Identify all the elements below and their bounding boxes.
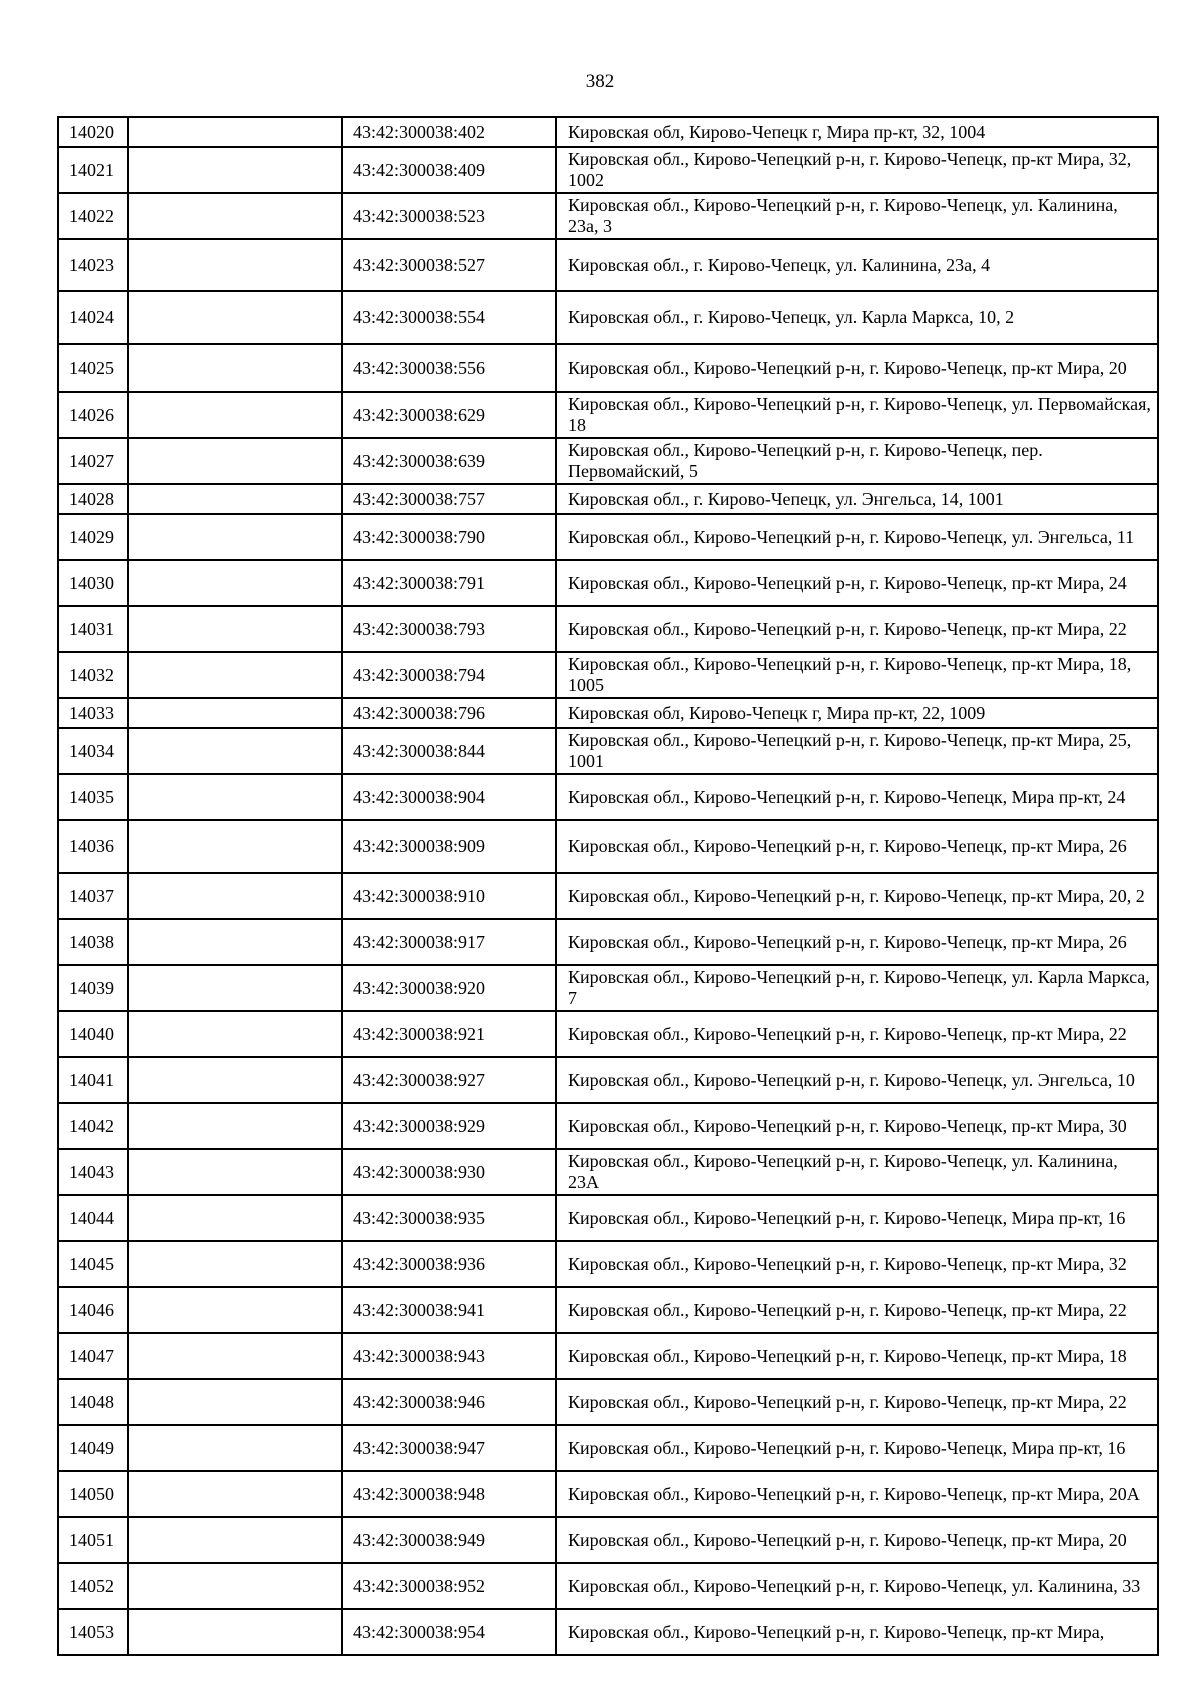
empty-cell — [128, 193, 342, 239]
address-cell: Кировская обл., Кирово-Чепецкий р-н, г. Кирово-Чепецк, Мира пр-кт, 16 — [556, 1195, 1158, 1241]
cadastral-number-cell: 43:42:300038:929 — [342, 1103, 556, 1149]
address-cell: Кировская обл., Кирово-Чепецкий р-н, г. Кирово-Чепецк, ул. Калинина, 23А — [556, 1149, 1158, 1195]
cadastral-number-cell: 43:42:300038:409 — [342, 147, 556, 193]
empty-cell — [128, 1517, 342, 1563]
address-cell: Кировская обл., Кирово-Чепецкий р-н, г. Кирово-Чепецк, пр-кт Мира, 20 — [556, 344, 1158, 392]
row-number-cell: 14047 — [58, 1333, 128, 1379]
empty-cell — [128, 728, 342, 774]
address-cell: Кировская обл., Кирово-Чепецкий р-н, г. Кирово-Чепецк, пр-кт Мира, 22 — [556, 1011, 1158, 1057]
table-row — [58, 438, 1158, 484]
row-number-cell: 14039 — [58, 965, 128, 1011]
cadastral-number-cell: 43:42:300038:930 — [342, 1149, 556, 1195]
empty-cell — [128, 117, 342, 147]
address-cell: Кировская обл., Кирово-Чепецкий р-н, г. Кирово-Чепецк, пр-кт Мира, 25, 1001 — [556, 728, 1158, 774]
empty-cell — [128, 344, 342, 392]
row-number-cell: 14029 — [58, 514, 128, 560]
empty-cell — [128, 239, 342, 291]
table-row — [58, 1379, 1158, 1425]
empty-cell — [128, 698, 342, 728]
cadastral-number-cell: 43:42:300038:844 — [342, 728, 556, 774]
cadastral-number-cell: 43:42:300038:791 — [342, 560, 556, 606]
row-number-cell: 14024 — [58, 291, 128, 344]
address-cell: Кировская обл., Кирово-Чепецкий р-н, г. Кирово-Чепецк, Мира пр-кт, 16 — [556, 1425, 1158, 1471]
row-number-cell: 14026 — [58, 392, 128, 438]
address-cell: Кировская обл., Кирово-Чепецкий р-н, г. Кирово-Чепецк, ул. Энгельса, 10 — [556, 1057, 1158, 1103]
empty-cell — [128, 774, 342, 820]
row-number-cell: 14037 — [58, 873, 128, 919]
empty-cell — [128, 1149, 342, 1195]
table-row — [58, 147, 1158, 193]
cadastral-number-cell: 43:42:300038:947 — [342, 1425, 556, 1471]
cadastral-number-cell: 43:42:300038:920 — [342, 965, 556, 1011]
address-cell: Кировская обл., Кирово-Чепецкий р-н, г. Кирово-Чепецк, ул. Энгельса, 11 — [556, 514, 1158, 560]
cadastral-number-cell: 43:42:300038:935 — [342, 1195, 556, 1241]
cadastral-number-cell: 43:42:300038:556 — [342, 344, 556, 392]
row-number-cell: 14038 — [58, 919, 128, 965]
row-number-cell: 14051 — [58, 1517, 128, 1563]
address-cell: Кировская обл., Кирово-Чепецкий р-н, г. Кирово-Чепецк, пр-кт Мира, 18, 1005 — [556, 652, 1158, 698]
address-cell: Кировская обл., Кирово-Чепецкий р-н, г. Кирово-Чепецк, Мира пр-кт, 24 — [556, 774, 1158, 820]
table-row — [58, 1333, 1158, 1379]
cadastral-number-cell: 43:42:300038:948 — [342, 1471, 556, 1517]
table-row — [58, 1149, 1158, 1195]
address-cell: Кировская обл., Кирово-Чепецкий р-н, г. Кирово-Чепецк, ул. Калинина, 33 — [556, 1563, 1158, 1609]
empty-cell — [128, 291, 342, 344]
empty-cell — [128, 820, 342, 873]
row-number-cell: 14045 — [58, 1241, 128, 1287]
address-cell: Кировская обл., Кирово-Чепецкий р-н, г. Кирово-Чепецк, пр-кт Мира, 30 — [556, 1103, 1158, 1149]
cadastral-number-cell: 43:42:300038:946 — [342, 1379, 556, 1425]
cadastral-number-cell: 43:42:300038:909 — [342, 820, 556, 873]
row-number-cell: 14032 — [58, 652, 128, 698]
empty-cell — [128, 560, 342, 606]
cadastral-number-cell: 43:42:300038:523 — [342, 193, 556, 239]
row-number-cell: 14043 — [58, 1149, 128, 1195]
empty-cell — [128, 438, 342, 484]
row-number-cell: 14048 — [58, 1379, 128, 1425]
table-row — [58, 1195, 1158, 1241]
row-number-cell: 14021 — [58, 147, 128, 193]
cadastral-number-cell: 43:42:300038:554 — [342, 291, 556, 344]
address-cell: Кировская обл., Кирово-Чепецкий р-н, г. Кирово-Чепецк, пр-кт Мира, 32, 1002 — [556, 147, 1158, 193]
table-row — [58, 965, 1158, 1011]
table-row — [58, 1241, 1158, 1287]
cadastral-number-cell: 43:42:300038:917 — [342, 919, 556, 965]
table-row — [58, 484, 1158, 514]
table-row — [58, 193, 1158, 239]
address-cell: Кировская обл, Кирово-Чепецк г, Мира пр-кт, 32, 1004 — [556, 117, 1158, 147]
table-row — [58, 291, 1158, 344]
address-cell: Кировская обл., Кирово-Чепецкий р-н, г. Кирово-Чепецк, ул. Карла Маркса, 7 — [556, 965, 1158, 1011]
table-row — [58, 728, 1158, 774]
table-row — [58, 1287, 1158, 1333]
address-cell: Кировская обл., Кирово-Чепецкий р-н, г. Кирово-Чепецк, пр-кт Мира, 22 — [556, 606, 1158, 652]
address-cell: Кировская обл., Кирово-Чепецкий р-н, г. Кирово-Чепецк, пер. Первомайский, 5 — [556, 438, 1158, 484]
cadastral-number-cell: 43:42:300038:952 — [342, 1563, 556, 1609]
row-number-cell: 14053 — [58, 1609, 128, 1655]
row-number-cell: 14023 — [58, 239, 128, 291]
table-row — [58, 392, 1158, 438]
table-row — [58, 820, 1158, 873]
address-cell: Кировская обл., г. Кирово-Чепецк, ул. Калинина, 23а, 4 — [556, 239, 1158, 291]
table-row — [58, 1011, 1158, 1057]
empty-cell — [128, 919, 342, 965]
empty-cell — [128, 1287, 342, 1333]
cadastral-number-cell: 43:42:300038:629 — [342, 392, 556, 438]
address-cell: Кировская обл., Кирово-Чепецкий р-н, г. Кирово-Чепецк, пр-кт Мира, 22 — [556, 1379, 1158, 1425]
row-number-cell: 14027 — [58, 438, 128, 484]
table-body — [58, 117, 1158, 1655]
page-number: 382 — [585, 71, 615, 92]
empty-cell — [128, 1563, 342, 1609]
row-number-cell: 14041 — [58, 1057, 128, 1103]
row-number-cell: 14030 — [58, 560, 128, 606]
row-number-cell: 14050 — [58, 1471, 128, 1517]
table-row — [58, 698, 1158, 728]
cadastral-number-cell: 43:42:300038:954 — [342, 1609, 556, 1655]
row-number-cell: 14049 — [58, 1425, 128, 1471]
cadastral-number-cell: 43:42:300038:904 — [342, 774, 556, 820]
empty-cell — [128, 873, 342, 919]
empty-cell — [128, 1333, 342, 1379]
table-row — [58, 1563, 1158, 1609]
empty-cell — [128, 1103, 342, 1149]
row-number-cell: 14031 — [58, 606, 128, 652]
empty-cell — [128, 1011, 342, 1057]
address-cell: Кировская обл, Кирово-Чепецк г, Мира пр-кт, 22, 1009 — [556, 698, 1158, 728]
empty-cell — [128, 514, 342, 560]
table-row — [58, 514, 1158, 560]
row-number-cell: 14028 — [58, 484, 128, 514]
address-cell: Кировская обл., Кирово-Чепецкий р-н, г. Кирово-Чепецк, пр-кт Мира, 20, 2 — [556, 873, 1158, 919]
empty-cell — [128, 652, 342, 698]
address-cell: Кировская обл., г. Кирово-Чепецк, ул. Энгельса, 14, 1001 — [556, 484, 1158, 514]
table-row — [58, 1103, 1158, 1149]
table-row — [58, 344, 1158, 392]
empty-cell — [128, 484, 342, 514]
table-row — [58, 652, 1158, 698]
cadastral-number-cell: 43:42:300038:941 — [342, 1287, 556, 1333]
table-row — [58, 1609, 1158, 1655]
cadastral-number-cell: 43:42:300038:639 — [342, 438, 556, 484]
address-cell: Кировская обл., Кирово-Чепецкий р-н, г. Кирово-Чепецк, ул. Калинина, 23а, 3 — [556, 193, 1158, 239]
row-number-cell: 14034 — [58, 728, 128, 774]
empty-cell — [128, 392, 342, 438]
row-number-cell: 14046 — [58, 1287, 128, 1333]
address-cell: Кировская обл., Кирово-Чепецкий р-н, г. Кирово-Чепецк, ул. Первомайская, 18 — [556, 392, 1158, 438]
row-number-cell: 14033 — [58, 698, 128, 728]
row-number-cell: 14052 — [58, 1563, 128, 1609]
row-number-cell: 14042 — [58, 1103, 128, 1149]
cadastral-number-cell: 43:42:300038:794 — [342, 652, 556, 698]
table-row — [58, 774, 1158, 820]
empty-cell — [128, 1471, 342, 1517]
row-number-cell: 14040 — [58, 1011, 128, 1057]
address-cell: Кировская обл., Кирово-Чепецкий р-н, г. Кирово-Чепецк, пр-кт Мира, 20 — [556, 1517, 1158, 1563]
row-number-cell: 14044 — [58, 1195, 128, 1241]
address-cell: Кировская обл., Кирово-Чепецкий р-н, г. Кирово-Чепецк, пр-кт Мира, 24 — [556, 560, 1158, 606]
table-row — [58, 1471, 1158, 1517]
cadastral-number-cell: 43:42:300038:793 — [342, 606, 556, 652]
table-row — [58, 919, 1158, 965]
empty-cell — [128, 1609, 342, 1655]
cadastral-number-cell: 43:42:300038:790 — [342, 514, 556, 560]
address-cell: Кировская обл., Кирово-Чепецкий р-н, г. Кирово-Чепецк, пр-кт Мира, — [556, 1609, 1158, 1655]
table-row — [58, 1057, 1158, 1103]
empty-cell — [128, 1379, 342, 1425]
empty-cell — [128, 1057, 342, 1103]
cadastral-number-cell: 43:42:300038:527 — [342, 239, 556, 291]
empty-cell — [128, 606, 342, 652]
table-row — [58, 560, 1158, 606]
cadastral-number-cell: 43:42:300038:927 — [342, 1057, 556, 1103]
cadastral-number-cell: 43:42:300038:910 — [342, 873, 556, 919]
cadastral-number-cell: 43:42:300038:796 — [342, 698, 556, 728]
table-row — [58, 239, 1158, 291]
address-cell: Кировская обл., Кирово-Чепецкий р-н, г. Кирово-Чепецк, пр-кт Мира, 26 — [556, 919, 1158, 965]
address-cell: Кировская обл., Кирово-Чепецкий р-н, г. Кирово-Чепецк, пр-кт Мира, 32 — [556, 1241, 1158, 1287]
table-row — [58, 1425, 1158, 1471]
address-cell: Кировская обл., Кирово-Чепецкий р-н, г. Кирово-Чепецк, пр-кт Мира, 26 — [556, 820, 1158, 873]
cadastral-number-cell: 43:42:300038:949 — [342, 1517, 556, 1563]
empty-cell — [128, 1195, 342, 1241]
address-cell: Кировская обл., Кирово-Чепецкий р-н, г. Кирово-Чепецк, пр-кт Мира, 18 — [556, 1333, 1158, 1379]
address-cell: Кировская обл., Кирово-Чепецкий р-н, г. Кирово-Чепецк, пр-кт Мира, 22 — [556, 1287, 1158, 1333]
table-row — [58, 873, 1158, 919]
empty-cell — [128, 1425, 342, 1471]
empty-cell — [128, 965, 342, 1011]
empty-cell — [128, 1241, 342, 1287]
row-number-cell: 14035 — [58, 774, 128, 820]
address-cell: Кировская обл., Кирово-Чепецкий р-н, г. Кирово-Чепецк, пр-кт Мира, 20А — [556, 1471, 1158, 1517]
cadastral-number-cell: 43:42:300038:757 — [342, 484, 556, 514]
row-number-cell: 14020 — [58, 117, 128, 147]
row-number-cell: 14036 — [58, 820, 128, 873]
table-row — [58, 606, 1158, 652]
cadastral-number-cell: 43:42:300038:943 — [342, 1333, 556, 1379]
empty-cell — [128, 147, 342, 193]
table-row — [58, 117, 1158, 147]
address-cell: Кировская обл., г. Кирово-Чепецк, ул. Карла Маркса, 10, 2 — [556, 291, 1158, 344]
cadastral-number-cell: 43:42:300038:402 — [342, 117, 556, 147]
table-row — [58, 1517, 1158, 1563]
row-number-cell: 14025 — [58, 344, 128, 392]
row-number-cell: 14022 — [58, 193, 128, 239]
cadastral-number-cell: 43:42:300038:921 — [342, 1011, 556, 1057]
cadastral-table — [57, 116, 1159, 1656]
cadastral-number-cell: 43:42:300038:936 — [342, 1241, 556, 1287]
